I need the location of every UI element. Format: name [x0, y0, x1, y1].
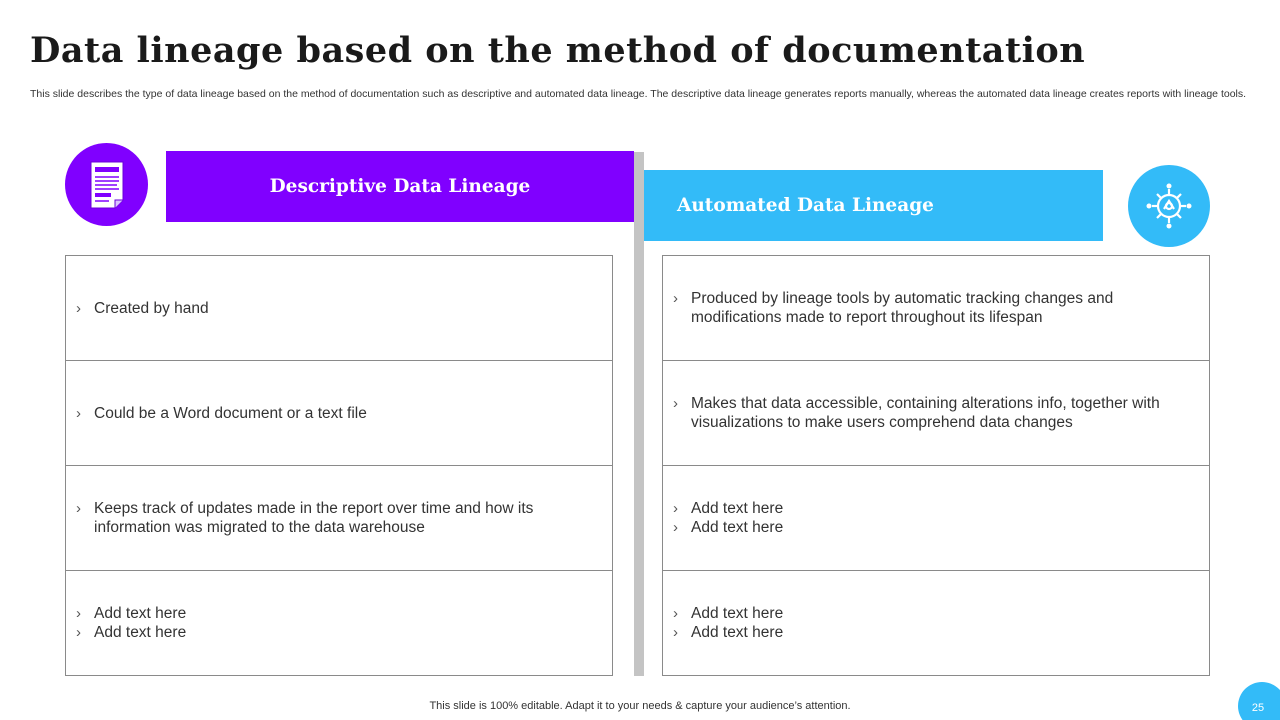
table-cell [663, 361, 1209, 466]
automation-gear-icon [1128, 165, 1210, 247]
list-item [673, 289, 1181, 327]
descriptive-lineage-header [166, 151, 634, 222]
automated-lineage-table [662, 255, 1210, 676]
page-number-badge [1238, 682, 1280, 720]
table-cell [66, 361, 612, 466]
table-cell [663, 466, 1209, 571]
chevron-right-icon: › [673, 290, 678, 307]
automated-lineage-header [644, 170, 1103, 241]
list-item [76, 623, 584, 642]
table-cell [663, 571, 1209, 675]
list-item [673, 518, 1181, 537]
chevron-right-icon: › [673, 624, 678, 641]
bullet-text: Makes that data accessible, containing alterations info, together with visualizations to make users comprehend data changes [691, 395, 1160, 431]
automated-lineage-heading: Automated Data Lineage [677, 195, 934, 216]
list-item [673, 623, 1181, 642]
chevron-right-icon: › [673, 605, 678, 622]
chevron-right-icon: › [76, 500, 81, 517]
chevron-right-icon: › [76, 404, 81, 422]
bullet-text: Add text here [94, 605, 187, 622]
page-title: Data lineage based on the method of documentation [30, 30, 1086, 71]
table-cell [66, 571, 612, 675]
chevron-right-icon: › [76, 624, 81, 641]
bullet-text: Keeps track of updates made in the report over time and how its information was migrated to the data warehouse [94, 500, 534, 536]
chevron-right-icon: › [673, 500, 678, 517]
list-item [673, 499, 1181, 518]
descriptive-lineage-heading: Descriptive Data Lineage [269, 176, 531, 197]
chevron-right-icon: › [76, 605, 81, 622]
bullet-text: Add text here [691, 624, 784, 641]
footer-note: This slide is 100% editable. Adapt it to your needs & capture your audience’s attention. [429, 700, 851, 712]
list-item [673, 394, 1181, 432]
center-divider [634, 152, 644, 676]
chevron-right-icon: › [76, 299, 81, 317]
list-item [76, 604, 584, 623]
table-cell [663, 256, 1209, 361]
bullet-text: Add text here [691, 605, 784, 622]
list-item [76, 299, 584, 318]
bullet-text: Add text here [94, 624, 187, 641]
descriptive-lineage-table [65, 255, 613, 676]
list-item [76, 499, 584, 537]
document-icon [65, 143, 148, 226]
bullet-text: Add text here [691, 500, 784, 517]
list-item [76, 404, 584, 423]
chevron-right-icon: › [673, 395, 678, 412]
bullet-text: Could be a Word document or a text file [94, 404, 367, 422]
chevron-right-icon: › [673, 519, 678, 536]
bullet-text: Add text here [691, 519, 784, 536]
table-cell [66, 256, 612, 361]
table-cell [66, 466, 612, 571]
page-number: 25 [1251, 702, 1265, 714]
list-item [673, 604, 1181, 623]
page-subtitle: This slide describes the type of data lineage based on the method of documentation such as descriptive and automated data lineage. The descriptive data lineage generates reports manually, whereas the automated data lineage creates reports with lineage tools. [30, 88, 1247, 100]
bullet-text: Created by hand [94, 299, 209, 317]
bullet-text: Produced by lineage tools by automatic tracking changes and modifications made to report throughout its lifespan [691, 290, 1114, 326]
